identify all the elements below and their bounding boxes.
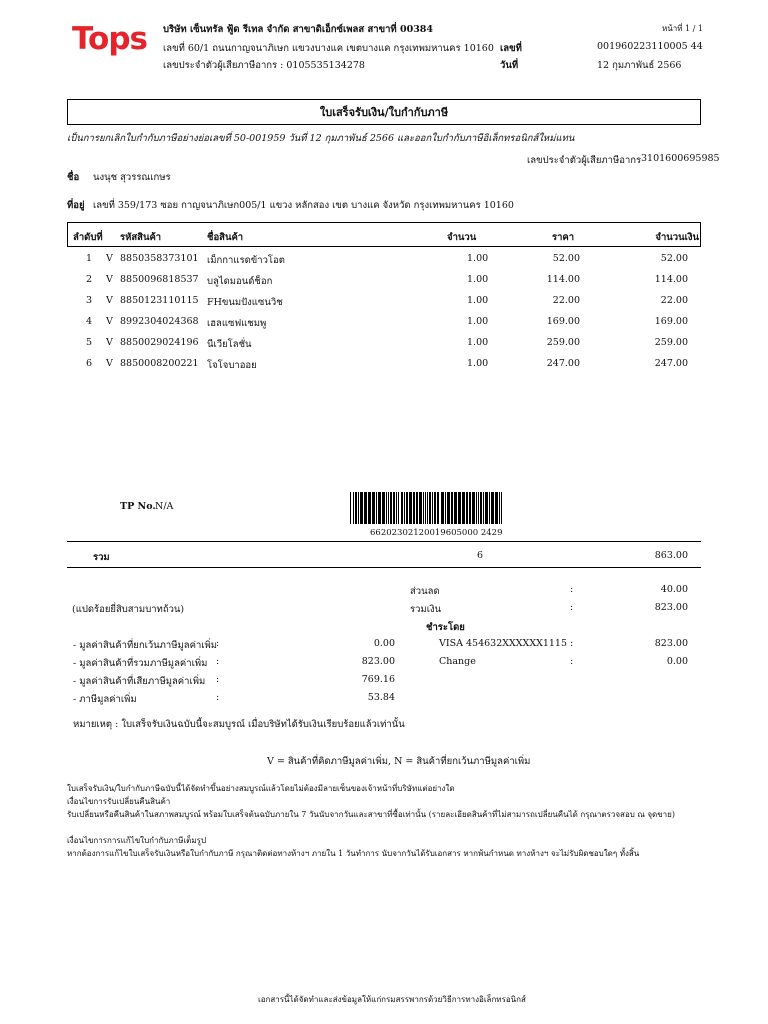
remark: หมายเหตุ : ใบเสร็จรับเงินฉบับนี้จะสมบูรณ์ เมื่อบริษัทได้รับเงินเรียบร้อยแล้วเท่านั้น bbox=[73, 719, 405, 730]
row-code: 8850096818537 bbox=[120, 274, 199, 285]
row-no: 3 bbox=[86, 295, 93, 306]
date-label: วันที่ bbox=[500, 60, 519, 71]
barcode-bar bbox=[495, 492, 498, 524]
barcode-bar bbox=[437, 492, 439, 524]
barcode-bar bbox=[476, 492, 477, 524]
row-price: 247.00 bbox=[546, 358, 580, 369]
row-name: บลูไดมอนด์ช็อก bbox=[207, 276, 273, 287]
barcode-bar bbox=[501, 492, 502, 524]
note-line: เงื่อนไขการรับเปลี่ยนคืนสินค้า bbox=[67, 797, 171, 806]
page-number: หน้าที่ 1 / 1 bbox=[661, 24, 703, 33]
row-amount: 22.00 bbox=[660, 295, 688, 306]
row-no: 2 bbox=[86, 274, 93, 285]
note-line: เงื่อนไขการการแก้ไขใบกำกับภาษีเต็มรูป bbox=[67, 836, 207, 845]
total-qty: 6 bbox=[477, 550, 484, 561]
row-name: โจโจบาออย bbox=[207, 360, 257, 371]
doc-no-label: เลขที่ bbox=[500, 43, 522, 54]
barcode-bar bbox=[451, 492, 453, 524]
barcode-bar bbox=[409, 492, 412, 524]
row-code: 8992304024368 bbox=[120, 316, 199, 327]
payment-method: VISA 454632XXXXXX1115 bbox=[439, 638, 568, 649]
company-address: เลขที่ 60/1 ถนนกาญจนาภิเษก แขวงบางแค เขตบางแค กรุงเทพมหานคร 10160 bbox=[163, 43, 494, 54]
barcode-bar bbox=[432, 492, 433, 524]
barcode-bar bbox=[489, 492, 490, 524]
barcode-bar bbox=[447, 492, 450, 524]
barcode-bar bbox=[355, 492, 357, 524]
barcode-bar bbox=[358, 492, 359, 524]
note-line: รับเปลี่ยนหรือคืนสินค้าในสภาพสมบูรณ์ พร้อมใบเสร็จต้นฉบับภายใน 7 วันนับจากวันและสาขาที่ซื้อเท่านั้น (รายละเอียดสินค้าที่ไม่สามารถเปลี่ยนคืนได้ กรุณาตรวจสอบ ณ จุดขาย) bbox=[67, 810, 675, 819]
barcode-bar bbox=[499, 492, 500, 524]
amount-in-words: (แปดร้อยยี่สิบสามบาทถ้วน) bbox=[72, 604, 185, 615]
customer-address: เลขที่ 359/173 ซอย กาญจนาภิเษก005/1 แขวง หลักสอง เขต บางแค จังหวัด กรุงเทพมหานคร 10160 bbox=[93, 200, 514, 211]
vat-taxable-label: - มูลค่าสินค้าที่เสียภาษีมูลค่าเพิ่ม bbox=[73, 676, 206, 687]
colon: : bbox=[216, 638, 220, 649]
row-qty: 1.00 bbox=[467, 295, 489, 306]
discount-value: 40.00 bbox=[660, 584, 688, 595]
row-qty: 1.00 bbox=[467, 316, 489, 327]
tp-no-label: TP No. bbox=[120, 501, 156, 512]
barcode-bar bbox=[406, 492, 408, 524]
barcode-bar bbox=[368, 492, 371, 524]
barcode-bar bbox=[434, 492, 436, 524]
note-line: ใบเสร็จรับเงิน/ใบกำกับภาษีฉบับนี้ได้จัดทำขึ้นอย่างสมบูรณ์แล้วโดยไม่ต้องมีลายเซ็นของเจ้าหน้าที่บริษัทแต่อย่างใด bbox=[67, 784, 455, 793]
change-value: 0.00 bbox=[666, 656, 688, 667]
barcode-bar bbox=[396, 492, 397, 524]
total-label: รวม bbox=[93, 552, 110, 563]
row-qty: 1.00 bbox=[467, 337, 489, 348]
colon: : bbox=[570, 656, 574, 667]
tops-logo: Tops bbox=[72, 21, 147, 57]
barcode-bar bbox=[398, 492, 399, 524]
note-line: หากต้องการแก้ไขใบเสร็จรับเงินหรือใบกำกับภาษี กรุณาติดต่อทางห้างฯ ภายใน 1 วันทำการ นับจากวันได้รับเอกสาร หากพ้นกำหนด ทางห้างฯ จะไม่รับผิดชอบใดๆ ทั้งสิ้น bbox=[67, 849, 640, 858]
row-name: เฮลแซฟแชมพู bbox=[207, 318, 267, 329]
company-name: บริษัท เซ็นทรัล ฟู้ด รีเทล จำกัด สาขาดิเอ็กซ์เพลส สาขาที่ 00384 bbox=[163, 24, 434, 35]
barcode-bar bbox=[350, 492, 351, 524]
customer-tax-id: 3101600695985 bbox=[641, 153, 720, 164]
row-code: 8850008200221 bbox=[120, 358, 199, 369]
row-amount: 247.00 bbox=[654, 358, 688, 369]
doc-date: 12 กุมภาพันธ์ 2566 bbox=[597, 60, 682, 71]
row-price: 22.00 bbox=[552, 295, 580, 306]
barcode-bar bbox=[416, 492, 418, 524]
row-name: นีเวียโลชั่น bbox=[207, 339, 252, 350]
barcode-bar bbox=[458, 492, 461, 524]
barcode-bar bbox=[382, 492, 385, 524]
header-price: ราคา bbox=[552, 232, 575, 243]
row-vat: V bbox=[106, 337, 113, 348]
vat-inclusive-value: 823.00 bbox=[361, 656, 395, 667]
barcode bbox=[350, 492, 502, 524]
row-price: 169.00 bbox=[546, 316, 580, 327]
barcode-number: 66202302120019605000 2429 bbox=[370, 528, 503, 538]
footer-text: เอกสารนี้ได้จัดทำและส่งข้อมูลให้แก่กรมสรรพากรด้วยวิธีการทางอิเล็กทรอนิกส์ bbox=[258, 995, 526, 1004]
colon: : bbox=[570, 602, 574, 613]
barcode-bar bbox=[419, 492, 422, 524]
row-vat: V bbox=[106, 358, 113, 369]
colon: : bbox=[570, 638, 574, 649]
header-no: ลำดับที่ bbox=[73, 232, 103, 243]
row-no: 1 bbox=[86, 253, 93, 264]
row-price: 114.00 bbox=[546, 274, 580, 285]
barcode-bar bbox=[386, 492, 387, 524]
table-header bbox=[67, 222, 701, 247]
total-bottom-line bbox=[67, 567, 701, 568]
barcode-bar bbox=[401, 492, 403, 524]
barcode-bar bbox=[483, 492, 484, 524]
barcode-bar bbox=[485, 492, 488, 524]
vat-inclusive-label: - มูลค่าสินค้าที่รวมภาษีมูลค่าเพิ่ม bbox=[73, 658, 208, 669]
row-vat: V bbox=[106, 316, 113, 327]
row-code: 8850029024196 bbox=[120, 337, 199, 348]
total-top-line bbox=[67, 541, 701, 542]
row-vat: V bbox=[106, 253, 113, 264]
row-amount: 259.00 bbox=[654, 337, 688, 348]
colon: : bbox=[570, 584, 574, 595]
barcode-bar bbox=[469, 492, 471, 524]
row-no: 4 bbox=[86, 316, 93, 327]
vat-exempt-value: 0.00 bbox=[373, 638, 395, 649]
header-amount: จำนวนเงิน bbox=[655, 232, 699, 243]
barcode-bar bbox=[372, 492, 375, 524]
customer-name: นงนุช สุวรรณเกษร bbox=[93, 172, 171, 183]
barcode-bar bbox=[472, 492, 475, 524]
barcode-bar bbox=[491, 492, 494, 524]
row-code: 8850358373101 bbox=[120, 253, 199, 264]
vat-amount-value: 53.84 bbox=[367, 692, 395, 703]
net-value: 823.00 bbox=[654, 602, 688, 613]
total-amount: 863.00 bbox=[654, 550, 688, 561]
barcode-bar bbox=[429, 492, 431, 524]
row-name: FHขนมปังแซนวิช bbox=[207, 297, 283, 308]
row-amount: 114.00 bbox=[654, 274, 688, 285]
row-price: 52.00 bbox=[552, 253, 580, 264]
document-title: ใบเสร็จรับเงิน/ใบกำกับภาษี bbox=[67, 99, 701, 125]
barcode-bar bbox=[441, 492, 444, 524]
customer-tax-id-label: เลขประจำตัวผู้เสียภาษีอากร bbox=[527, 155, 642, 166]
barcode-bar bbox=[388, 492, 389, 524]
row-no: 6 bbox=[86, 358, 93, 369]
row-qty: 1.00 bbox=[467, 274, 489, 285]
payment-amount: 823.00 bbox=[654, 638, 688, 649]
colon: : bbox=[216, 692, 220, 703]
header-code: รหัสสินค้า bbox=[120, 232, 162, 243]
row-amount: 52.00 bbox=[660, 253, 688, 264]
colon: : bbox=[216, 656, 220, 667]
vat-legend: V = สินค้าที่คิดภาษีมูลค่าเพิ่ม, N = สินค้าที่ยกเว้นภาษีมูลค่าเพิ่ม bbox=[267, 756, 531, 767]
colon: : bbox=[216, 674, 220, 685]
company-tax-id: เลขประจำตัวผู้เสียภาษีอากร : 0105535134278 bbox=[163, 60, 365, 71]
change-label: Change bbox=[439, 656, 476, 667]
barcode-bar bbox=[378, 492, 381, 524]
barcode-bar bbox=[478, 492, 479, 524]
barcode-bar bbox=[423, 492, 424, 524]
tp-no-value: N/A bbox=[155, 501, 174, 512]
row-vat: V bbox=[106, 274, 113, 285]
doc-no: 001960223110005 44 bbox=[597, 41, 703, 52]
customer-name-label: ชื่อ bbox=[67, 172, 80, 183]
barcode-bar bbox=[413, 492, 415, 524]
row-qty: 1.00 bbox=[467, 253, 489, 264]
row-amount: 169.00 bbox=[654, 316, 688, 327]
header-name: ชื่อสินค้า bbox=[207, 232, 244, 243]
vat-exempt-label: - มูลค่าสินค้าที่ยกเว้นภาษีมูลค่าเพิ่ม bbox=[73, 640, 218, 651]
barcode-bar bbox=[462, 492, 465, 524]
row-qty: 1.00 bbox=[467, 358, 489, 369]
paid-by-label: ชำระโดย bbox=[426, 622, 465, 633]
barcode-bar bbox=[393, 492, 395, 524]
barcode-bar bbox=[364, 492, 367, 524]
barcode-bar bbox=[425, 492, 426, 524]
barcode-bar bbox=[376, 492, 377, 524]
barcode-bar bbox=[353, 492, 354, 524]
row-no: 5 bbox=[86, 337, 93, 348]
barcode-bar bbox=[360, 492, 363, 524]
row-code: 8850123110115 bbox=[120, 295, 199, 306]
cancel-note: เป็นการยกเลิกใบกำกับภาษีอย่างย่อเลขที่ 50-001959 วันที่ 12 กุมภาพันธ์ 2566 และออกใบกำกับภาษีอิเล็กทรอนิกส์ใหม่แทน bbox=[67, 133, 575, 144]
customer-address-label: ที่อยู่ bbox=[67, 200, 85, 211]
net-label: รวมเงิน bbox=[410, 604, 442, 615]
vat-taxable-value: 769.16 bbox=[361, 674, 395, 685]
row-vat: V bbox=[106, 295, 113, 306]
barcode-bar bbox=[480, 492, 482, 524]
row-name: เม็กกาแรดข้าวโอต bbox=[207, 255, 285, 266]
barcode-bar bbox=[427, 492, 428, 524]
barcode-bar bbox=[454, 492, 457, 524]
barcode-bar bbox=[390, 492, 392, 524]
discount-label: ส่วนลด bbox=[410, 586, 440, 597]
header-qty: จำนวน bbox=[447, 232, 477, 243]
barcode-bar bbox=[445, 492, 446, 524]
row-price: 259.00 bbox=[546, 337, 580, 348]
barcode-bar bbox=[404, 492, 405, 524]
vat-amount-label: - ภาษีมูลค่าเพิ่ม bbox=[73, 694, 137, 705]
barcode-bar bbox=[466, 492, 468, 524]
